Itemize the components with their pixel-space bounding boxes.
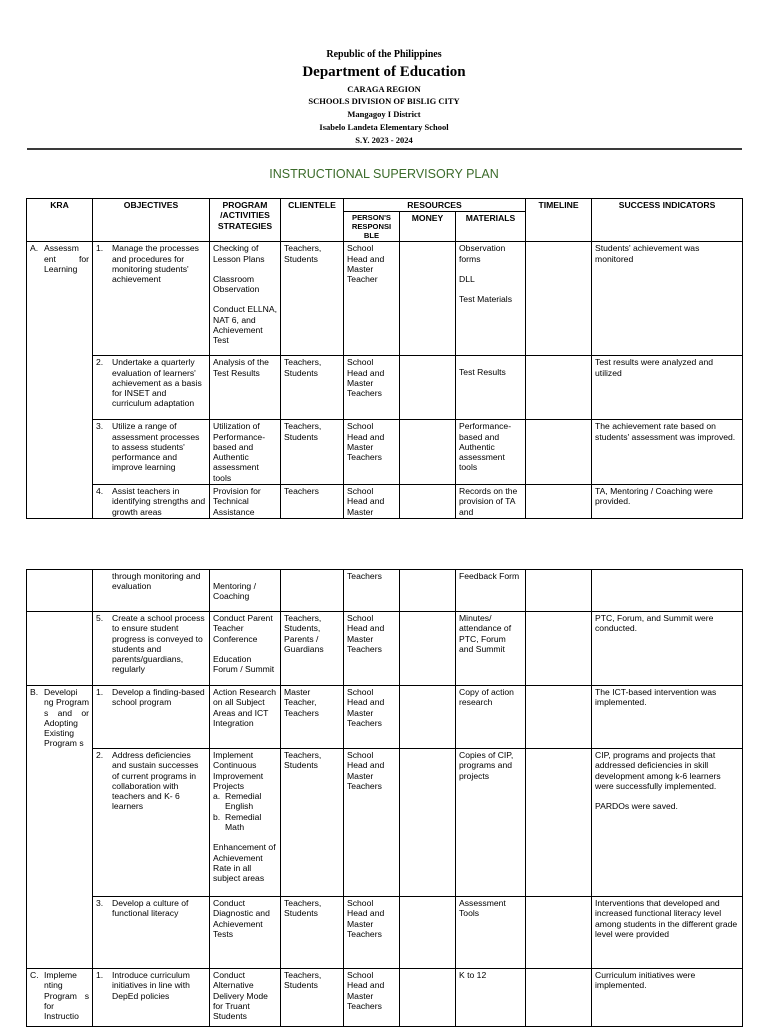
table-row [27, 485, 743, 519]
objective-text: Assist teachers in identifying strengths and growth areas [112, 486, 206, 517]
objective-text: Introduce curriculum initiatives in line with DepEd policies [112, 970, 190, 1001]
success-cell: Students' achievement was monitored [592, 242, 743, 356]
materials-text: DLL [459, 273, 475, 284]
kra-cell [27, 969, 93, 1027]
list-item [213, 812, 277, 833]
money-cell [400, 969, 456, 1027]
timeline-cell [526, 420, 592, 485]
kra-letter: A. [30, 243, 39, 254]
table-row [27, 356, 743, 420]
col-header-persons: PERSON'S RESPONSI BLE [344, 212, 400, 242]
persons-cell: Teachers [344, 570, 400, 612]
program-cell [210, 612, 281, 686]
money-cell [400, 570, 456, 612]
col-header-money: MONEY [400, 212, 456, 242]
objective-cell [93, 686, 210, 749]
objective-number: 3. [96, 898, 104, 908]
program-cell: Provision for Technical Assistance [210, 485, 281, 519]
program-text: Conduct Parent Teacher Conference [213, 613, 273, 644]
table-row [27, 242, 743, 356]
materials-cell: Copies of CIP, programs and projects [456, 749, 526, 897]
clientele-cell: Teachers, Students [281, 969, 344, 1027]
program-text: Enhancement of Achievement Rate in all subject areas [213, 842, 276, 884]
program-cell: Conduct Alternative Delivery Mode for Truant Students [210, 969, 281, 1027]
success-cell: The ICT-based intervention was implemented. [592, 686, 743, 749]
timeline-cell [526, 356, 592, 420]
objective-number: 3. [96, 421, 104, 432]
objective-number: 2. [96, 750, 104, 760]
materials-cell: Performance-based and Authentic assessment tools [456, 420, 526, 485]
persons-cell: School Head and Master Teachers [344, 969, 400, 1027]
timeline-cell [526, 570, 592, 612]
col-header-program: PROGRAM /ACTIVITIES STRATEGIES [210, 199, 281, 242]
objective-cell [93, 612, 210, 686]
program-text: Implement Continuous Improvement Projects [213, 750, 264, 791]
region-line: CARAGA REGION [347, 84, 421, 94]
program-text: Conduct ELLNA, NAT 6, and Achievement Test [213, 304, 278, 346]
clientele-cell: Teachers [281, 485, 344, 519]
materials-text: Observation forms [459, 243, 506, 264]
program-text: Classroom Observation [213, 273, 260, 295]
kra-text: Impleme nting Program s for Instructio [44, 970, 89, 1022]
clientele-cell: Teachers, Students, Parents / Guardians [281, 612, 344, 686]
materials-text: Test Materials [459, 294, 513, 305]
timeline-cell [526, 969, 592, 1027]
persons-cell: School Head and Master Teachers [344, 356, 400, 420]
timeline-cell [526, 749, 592, 897]
table-row [27, 420, 743, 485]
objective-cell [93, 242, 210, 356]
table-row [27, 749, 743, 897]
table-row [27, 969, 743, 1027]
col-header-clientele: CLIENTELE [281, 199, 344, 242]
objective-cell [93, 897, 210, 969]
materials-cell: K to 12 [456, 969, 526, 1027]
list-text: Remedial Math [225, 811, 262, 833]
timeline-cell [526, 897, 592, 969]
objective-number: 1. [96, 687, 104, 697]
objective-number: 4. [96, 486, 104, 497]
clientele-cell: Teachers, Students [281, 242, 344, 356]
objective-cell: through monitoring and evaluation [93, 570, 210, 612]
kra-cell [27, 242, 93, 519]
list-letter: a. [213, 791, 221, 802]
list-item [213, 791, 277, 812]
objective-text: Undertake a quarterly evaluation of learners' achievement as a basis for INSET and curriculum adaptation [112, 357, 202, 409]
school-year-line: S.Y. 2023 - 2024 [355, 135, 413, 145]
money-cell [400, 485, 456, 519]
clientele-cell [281, 570, 344, 612]
success-cell: PTC, Forum, and Summit were conducted. [592, 612, 743, 686]
success-cell: The achievement rate based on students' assessment was improved. [592, 420, 743, 485]
objective-number: 1. [96, 970, 104, 980]
timeline-cell [526, 686, 592, 749]
program-cell: Utilization of Performance-based and Authentic assessment tools [210, 420, 281, 485]
persons-cell: School Head and Master [344, 485, 400, 519]
objective-cell [93, 485, 210, 519]
persons-cell: School Head and Master Teacher [344, 242, 400, 356]
materials-cell: Copy of action research [456, 686, 526, 749]
clientele-cell: Teachers, Students [281, 749, 344, 897]
money-cell [400, 242, 456, 356]
objective-text: Address deficiencies and sustain successes of current programs in collaboration with teachers and K- 6 learners [112, 750, 199, 812]
objective-number: 2. [96, 357, 104, 368]
persons-cell: School Head and Master Teachers [344, 612, 400, 686]
money-cell [400, 356, 456, 420]
materials-cell: Feedback Form [456, 570, 526, 612]
timeline-cell [526, 485, 592, 519]
persons-cell: School Head and Master Teachers [344, 420, 400, 485]
program-cell: Conduct Diagnostic and Achievement Tests [210, 897, 281, 969]
objective-cell [93, 749, 210, 897]
success-cell: Curriculum initiatives were implemented. [592, 969, 743, 1027]
list-text: Remedial English [225, 791, 262, 812]
objective-cell [93, 969, 210, 1027]
kra-cell [27, 570, 93, 612]
col-header-materials: MATERIALS [456, 212, 526, 242]
republic-line: Republic of the Philippines [326, 49, 442, 60]
program-cell: Action Research on all Subject Areas and ICT Integration [210, 686, 281, 749]
success-text: CIP, programs and projects that addressed deficiencies in skill development among k-6 learners were successfully implemented. [595, 750, 721, 791]
success-cell: TA, Mentoring / Coaching were provided. [592, 485, 743, 519]
program-text: Mentoring / Coaching [213, 581, 256, 602]
clientele-cell: Teachers, Students [281, 420, 344, 485]
division-line: SCHOOLS DIVISION OF BISLIG CITY [308, 96, 460, 106]
persons-cell: School Head and Master Teachers [344, 686, 400, 749]
materials-cell [456, 356, 526, 420]
success-cell: Interventions that developed and increased functional literacy level among students in the different grade level were provided [592, 897, 743, 969]
program-cell [210, 242, 281, 356]
supervisory-plan-table-page-2 [26, 569, 743, 1027]
success-cell [592, 749, 743, 897]
col-header-resources: RESOURCES [344, 199, 526, 212]
objective-text: Manage the processes and procedures for monitoring students' achievement [112, 243, 199, 285]
program-text: Checking of Lesson Plans [213, 243, 265, 264]
plan-title: INSTRUCTIONAL SUPERVISORY PLAN [269, 167, 499, 181]
objective-text: Develop a culture of functional literacy [112, 898, 189, 919]
department-line: Department of Education [302, 64, 466, 80]
col-header-objectives: OBJECTIVES [93, 199, 210, 242]
money-cell [400, 897, 456, 969]
persons-cell: School Head and Master Teachers [344, 749, 400, 897]
kra-text: Developi ng Program s and or Adopting Existing Program s [44, 687, 89, 749]
kra-text: Assessm ent for Learning [44, 243, 89, 274]
clientele-cell: Teachers, Students [281, 897, 344, 969]
table-row [27, 686, 743, 749]
district-line: Mangagoy I District [347, 109, 421, 119]
program-sublist [213, 791, 277, 832]
kra-cell [27, 686, 93, 969]
supervisory-plan-table-page-1 [26, 198, 743, 519]
col-header-timeline: TIMELINE [526, 199, 592, 242]
program-cell: Analysis of the Test Results [210, 356, 281, 420]
objective-text: Utilize a range of assessment processes to assess students' performance and improve learning [112, 421, 200, 473]
kra-cell [27, 612, 93, 686]
materials-cell: Minutes/ attendance of PTC, Forum and Summit [456, 612, 526, 686]
table-row [27, 570, 743, 612]
header-divider [27, 148, 742, 150]
kra-letter: B. [30, 687, 39, 697]
clientele-cell: Master Teacher, Teachers [281, 686, 344, 749]
objective-cell [93, 420, 210, 485]
timeline-cell [526, 612, 592, 686]
money-cell [400, 686, 456, 749]
money-cell [400, 420, 456, 485]
materials-cell: Assessment Tools [456, 897, 526, 969]
success-cell: Test results were analyzed and utilized [592, 356, 743, 420]
list-letter: b. [213, 811, 221, 822]
kra-letter: C. [30, 970, 39, 980]
materials-text: Test Results [459, 367, 506, 378]
objective-number: 5. [96, 613, 104, 623]
table-row [27, 897, 743, 969]
persons-cell: School Head and Master Teachers [344, 897, 400, 969]
objective-text: Develop a finding-based school program [112, 687, 205, 708]
school-line: Isabelo Landeta Elementary School [319, 122, 449, 132]
success-cell [592, 570, 743, 612]
table-row [27, 612, 743, 686]
money-cell [400, 749, 456, 897]
money-cell [400, 612, 456, 686]
objective-text: Create a school process to ensure student progress is conveyed to students and parents/guardians, regularly [112, 613, 205, 675]
program-cell [210, 749, 281, 897]
materials-cell: Records on the provision of TA and [456, 485, 526, 519]
materials-cell [456, 242, 526, 356]
program-text: Education Forum / Summit [213, 653, 275, 675]
objective-number: 1. [96, 243, 104, 254]
objective-cell [93, 356, 210, 420]
col-header-kra: KRA [27, 199, 93, 242]
success-text: PARDOs were saved. [595, 801, 678, 812]
timeline-cell [526, 242, 592, 356]
col-header-success: SUCCESS INDICATORS [592, 199, 743, 242]
clientele-cell: Teachers, Students [281, 356, 344, 420]
program-cell [210, 570, 281, 612]
